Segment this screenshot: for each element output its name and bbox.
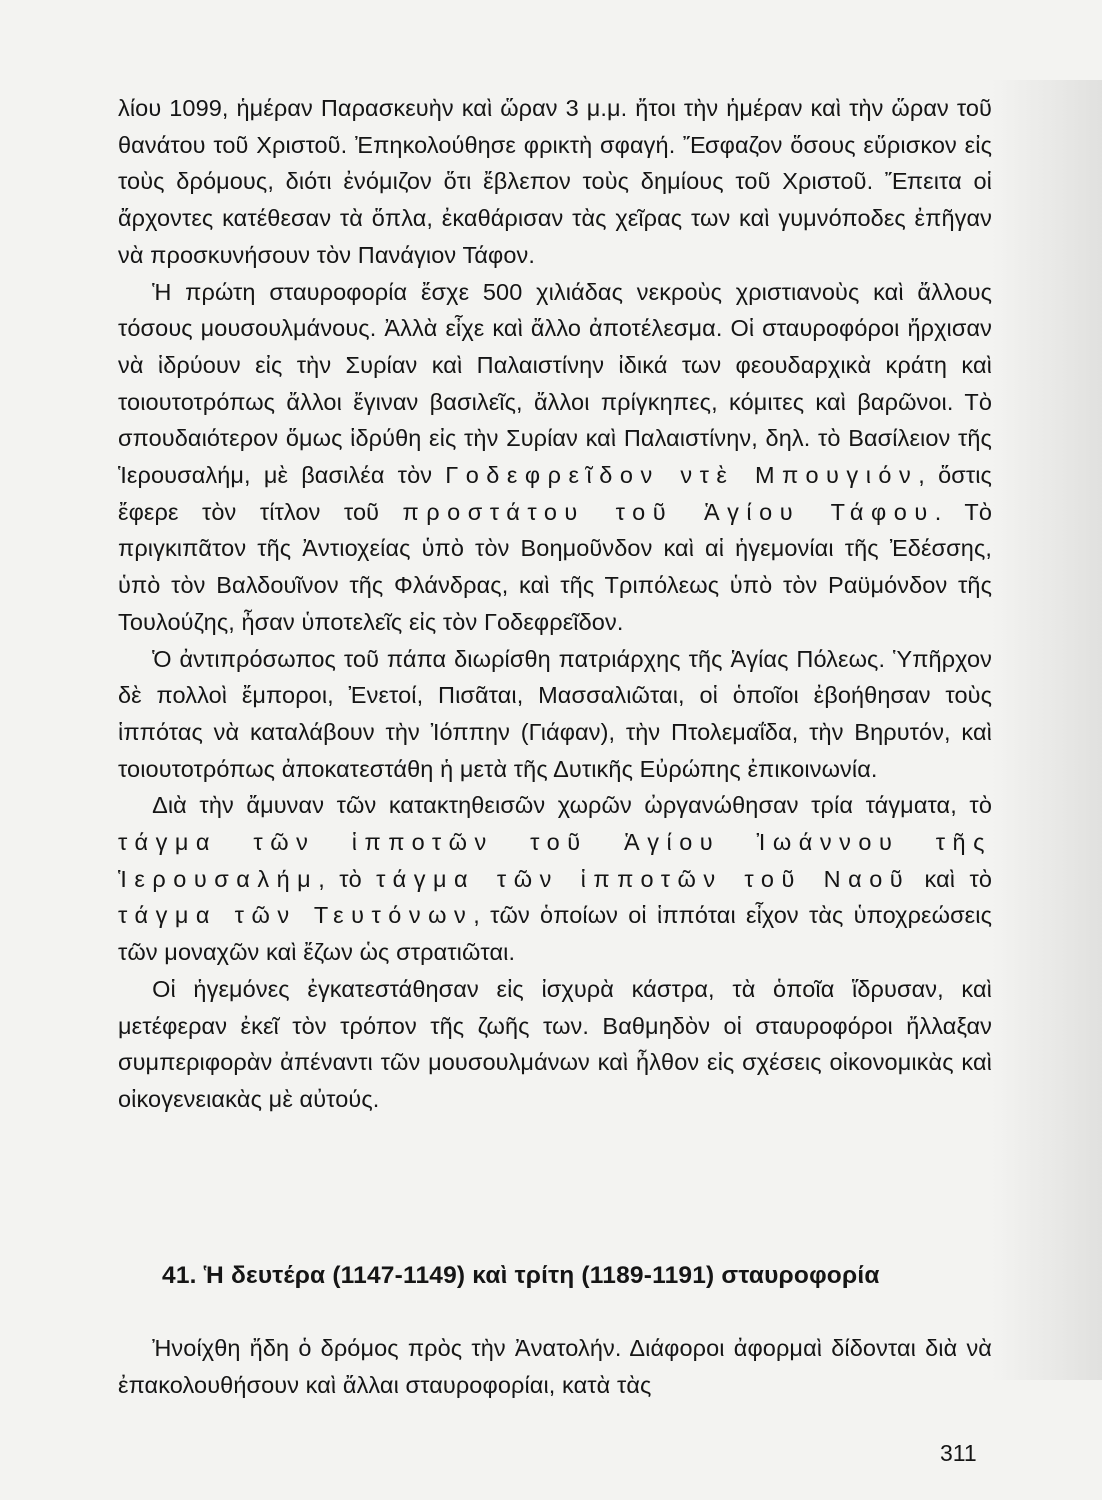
section-2-paragraph: Ἠνοίχθη ἤδη ὁ δρόμος πρὸς τὴν Ἀνατολήν. Διάφοροι ἀφορμαὶ δίδονται διὰ νὰ ἐπακολουθήσουν καὶ ἄλλαι σταυροφορίαι, κατὰ τὰς <box>118 1335 992 1398</box>
title-protector: προστάτου τοῦ Ἁγίου Τάφου <box>402 498 935 525</box>
paragraph-4-text-d: , τῶν ὁποίων οἱ ἱππόται εἶχον τὰς ὑποχρεώσεις τῶν μοναχῶν καὶ ἔζων ὡς στρατιῶται. <box>118 902 993 966</box>
facing-page-bleed <box>992 80 1102 1380</box>
paragraph-1: λίου 1099, ἡμέραν Παρασκευὴν καὶ ὥραν 3 μ.μ. ἤτοι τὴν ἡμέραν καὶ τὴν ὥραν τοῦ θανάτου τοῦ Χριστοῦ. Ἐπηκολούθησε φρικτὴ σφαγή. Ἔσφαζον ὅσους εὕρισκον εἰς τοὺς δρόμους, διότι ἐνόμιζον ὅτι ἔβλεπον τοὺς δημίους τοῦ Χριστοῦ. Ἔπειτα οἱ ἄρχοντες κατέθεσαν τὰ ὅπλα, ἐκαθάρισαν τὰς χεῖρας των καὶ γυμνόποδες ἐπῆγαν νὰ προσκυνήσουν τὸν Πανάγιον Τάφον. <box>118 95 992 268</box>
page-number: 311 <box>940 1440 977 1466</box>
paragraph-4-text-a: Διὰ τὴν ἄμυναν τῶν κατακτηθεισῶν χωρῶν ὠργανώθησαν τρία τάγματα, τὸ <box>152 792 992 819</box>
paragraph-4-text-b: , τὸ <box>318 865 362 892</box>
paragraph-4-text-c: καὶ τὸ <box>924 865 992 892</box>
order-teutonic: τάγμα τῶν Τευτόνων <box>118 902 474 929</box>
paragraph-2-text-c: . Τὸ πριγκιπᾶτον τῆς Ἀντιοχείας ὑπὸ τὸν Βοημοῦνδον καὶ αἱ ἡγεμονίαι τῆς Ἐδέσσης, ὑπὸ τὸν Βαλδουῖνον τῆς Φλάνδρας, καὶ τῆς Τριπόλεως ὑπὸ τὸν Ραϋμόνδον τῆς Τουλούζης, ἦσαν ὑποτελεῖς εἰς τὸν Γοδεφρεῖδον. <box>118 498 992 635</box>
name-godfrey: Γοδεφρεῖδον ντὲ Μπουγιόν <box>445 462 919 489</box>
paragraph-2 <box>118 274 992 641</box>
page-body <box>118 90 992 1118</box>
paragraph-3: Ὁ ἀντιπρόσωπος τοῦ πάπα διωρίσθη πατριάρχης τῆς Ἁγίας Πόλεως. Ὑπῆρχον δὲ πολλοὶ ἔμποροι, Ἐνετοί, Πισᾶται, Μασσαλιῶται, οἱ ὁποῖοι ἐβοήθησαν τοὺς ἱππότας νὰ καταλάβουν τὴν Ἰόππην (Γιάφαν), τὴν Πτολεμαΐδα, τὴν Βηρυτόν, καὶ τοιουτοτρόπως ἀποκατεστάθη ἡ μετὰ τῆς Δυτικῆς Εὐρώπης ἐπικοινωνία. <box>118 645 992 782</box>
paragraph-5: Οἱ ἡγεμόνες ἐγκατεστάθησαν εἰς ἰσχυρὰ κάστρα, τὰ ὁποῖα ἵδρυσαν, καὶ μετέφεραν ἐκεῖ τὸν τρόπον τῆς ζωῆς των. Βαθμηδὸν οἱ σταυροφόροι ἤλλαξαν συμπεριφορὰν ἀπέναντι τῶν μουσουλμάνων καὶ ἦλθον εἰς σχέσεις οἰκονομικὰς καὶ οἰκογενειακὰς μὲ αὐτούς. <box>118 975 992 1112</box>
paragraph-2-text-a: Ἡ πρώτη σταυροφορία ἔσχε 500 χιλιάδας νεκροὺς χριστιανοὺς καὶ ἄλλους τόσους μουσουλμάνους. Ἀλλὰ εἶχε καὶ ἄλλο ἀποτέλεσμα. Οἱ σταυροφόροι ἤρχισαν νὰ ἱδρύουν εἰς τὴν Συρίαν καὶ Παλαιστίνην ἰδικά των φεουδαρχικὰ κράτη καὶ τοιουτοτρόπως ἄλλοι ἔγιναν βασιλεῖς, ἄλλοι πρίγκηπες, κόμιτες καὶ βαρῶνοι. Τὸ σπουδαιότερον ὅμως ἱδρύθη εἰς τὴν Συρίαν καὶ Παλαιστίνην, δηλ. τὸ Βασίλειον τῆς Ἱερουσαλήμ, μὲ βασιλέα τὸν <box>118 278 992 489</box>
order-hospitallers: τάγμα τῶν ἱπποτῶν τοῦ Ἁγίου Ἰωάννου τῆς Ἱερουσαλήμ <box>118 829 992 892</box>
order-templars: τάγμα τῶν ἱπποτῶν τοῦ Ναοῦ <box>376 865 911 892</box>
paragraph-4 <box>118 787 992 971</box>
section-heading: 41. Ἡ δευτέρα (1147-1149) καὶ τρίτη (1189-1191) σταυροφορία <box>162 1262 880 1289</box>
paragraph-2-text-b: , ὅστις ἔφερε τὸν τίτλον τοῦ <box>118 462 992 525</box>
section-2-body <box>118 1330 992 1403</box>
